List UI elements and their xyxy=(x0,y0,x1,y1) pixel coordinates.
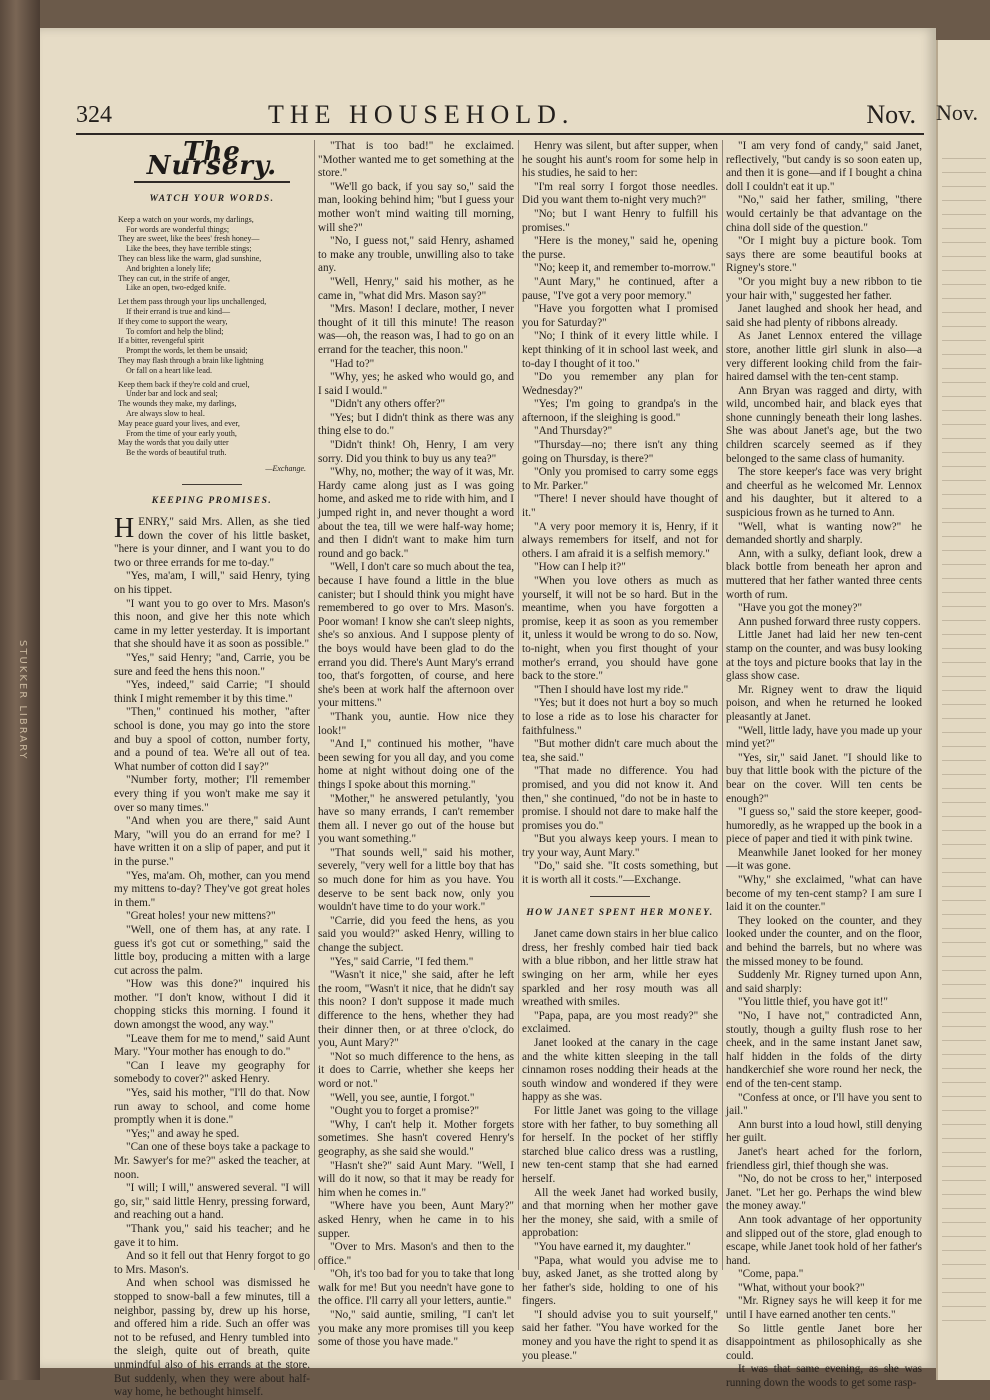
binding-label: STUKKER LIBRARY xyxy=(17,640,28,761)
story-paragraph: "Well, you see, auntie, I forgot." xyxy=(330,1091,475,1104)
story-paragraph: Ann took advantage of her opportunity and slipped out of the store, glad enough to escape, while Janet took hold of her father's hand. xyxy=(726,1213,922,1267)
poem-line: They are sweet, like the bees' fresh honey— xyxy=(118,234,260,244)
story-paragraph: "Aunt Mary," he continued, after a pause, "I've got a very poor memory." xyxy=(522,275,718,302)
story-paragraph: "I will; I will," answered several. "I will go, sir," said little Henry, pressing forward, and reaching out a hand. xyxy=(114,1182,310,1222)
story-paragraph: Little Janet had laid her new ten-cent stamp on the counter, and was busy looking at the toys and picture books that lay in the glass show case. xyxy=(726,629,922,683)
poem-line: If their errand is true and kind— xyxy=(126,306,230,316)
story-paragraph: "Yes; I'm going to grandpa's in the afternoon, if the sleighing is good." xyxy=(522,398,718,424)
story-paragraph: "That sounds well," said his mother, severely, "very well for a little boy that has so much done for him as you have. You deserve to be sent back now, only you wouldn't have time to do your work." xyxy=(318,846,514,914)
story-paragraph: "Have you got the money?" xyxy=(738,602,863,615)
story-paragraph: Henry was silent, but after supper, when he sought his aunt's room for some help in his studies, he said to her: xyxy=(522,140,718,180)
story-paragraph: "Didn't think! Oh, Henry, I am very sorry. Did you think to buy us any tea?" xyxy=(318,439,514,465)
column-3 xyxy=(522,140,718,1362)
column-2 xyxy=(318,140,514,1349)
story-paragraph: "Do you remember any plan for Wednesday?" xyxy=(522,371,718,397)
poem-line: They may flash through a brain like lightning xyxy=(118,355,264,365)
story-paragraph: "I want you to go over to Mrs. Mason's this noon, and give her this note which came in my letter yesterday. It is important that she should have it as soon as possible." xyxy=(114,597,310,651)
story-paragraph: "Papa, what would you advise me to buy, asked Janet, as she trotted along by her father's side, holding to one of his fingers. xyxy=(522,1254,718,1308)
story-paragraph: "What, without your book?" xyxy=(738,1281,865,1294)
story-paragraph: "Yes, ma'am. Oh, mother, can you mend my mittens to-day? They've got great holes in them." xyxy=(114,869,310,909)
poem-stanza xyxy=(118,215,306,293)
poem-line: The wounds they make, my darlings, xyxy=(118,399,237,409)
department-title: The Nursery. xyxy=(146,137,278,181)
story-paragraph: "Have you forgotten what I promised you for Saturday?" xyxy=(522,303,718,329)
story-paragraph: "Had to?" xyxy=(330,357,375,370)
story-paragraph: "Number forty, mother; I'll remember every thing if you won't make me say it over so many times." xyxy=(114,774,310,814)
story-paragraph: "Yes, said his mother, "I'll do that. Now run away to school, and come home promptly when it is done." xyxy=(114,1087,310,1127)
story-title: HOW JANET SPENT HER MONEY. xyxy=(526,907,714,918)
story-paragraph: "Papa, papa, are you most ready?" she exclaimed. xyxy=(522,1009,718,1036)
story-paragraph: "Why, yes; he asked who would go, and I said I would." xyxy=(318,371,514,397)
story-paragraph: And so it fell out that Henry forgot to go to Mrs. Mason's. xyxy=(114,1250,310,1276)
story-paragraph: "No; I think of it every little while. I kept thinking of it in school last week, and to-day I thought of it too." xyxy=(522,330,718,370)
story-paragraph: "Or I might buy a picture book. Tom says there are some beautiful books at Rigney's store." xyxy=(726,235,922,275)
story-paragraph: Janet laughed and shook her head, and said she had plenty of ribbons already. xyxy=(726,303,922,329)
story-paragraph: "And Thursday?" xyxy=(534,425,613,438)
story-paragraph: "Thank you," said his teacher; and he gave it to him. xyxy=(114,1222,310,1249)
story-paragraph: "Yes;" and away he sped. xyxy=(126,1127,240,1140)
book-binding xyxy=(0,0,40,1380)
poem-body xyxy=(118,215,306,458)
poem-line: Prompt the words, let them be unsaid; xyxy=(126,346,248,356)
poem-line: If they come to support the weary, xyxy=(118,316,228,326)
story-paragraph: "We'll go back, if you say so," said the man, looking behind him; "but I guess your mother won't mind waiting till morning, will she?" xyxy=(318,180,514,234)
section-divider xyxy=(590,896,650,897)
story-paragraph: "How can I help it?" xyxy=(534,561,626,574)
story-paragraph: Meanwhile Janet looked for her money—it was gone. xyxy=(726,846,922,873)
story-paragraph: Janet came down stairs in her blue calico dress, her freshly combed hair tied back with a blue ribbon, and her little straw hat swinging on her arm, while her eyes sparkled and her rosy mouth was all wreathed with smiles. xyxy=(522,928,718,1009)
story-paragraph: "No, I guess not," said Henry, ashamed to make any trouble, unwilling also to take any. xyxy=(318,235,514,275)
poem-line: If a bitter, revengeful spirit xyxy=(118,336,205,346)
story-paragraph: The store keeper's face was very bright and cheerful as he welcomed Mr. Lennox and his daughter, but it altered to a suspicious frown as he turned to Ann. xyxy=(726,466,922,520)
story-paragraph: For little Janet was going to the village store with her father, to buy something all for herself. In the pocket of her stiffly starched blue calico dress was a rustling, new ten-cent stamp that she had earned herself. xyxy=(522,1104,718,1185)
story-paragraph: "Well, one of them has, at any rate. I guess it's got cut or something," said the little boy, producing a mitten with a large cut across the palm. xyxy=(114,923,310,977)
page-month: Nov. xyxy=(866,100,916,129)
column-4 xyxy=(726,140,922,1390)
story-paragraph: "Didn't any others offer?" xyxy=(330,398,446,411)
story-paragraph: "No, do not be cross to her," interposed Janet. "Let her go. Perhaps the wind blew the money away." xyxy=(726,1173,922,1213)
story-paragraph: "Carrie, did you feed the hens, as you said you would?" asked Henry, willing to change the subject. xyxy=(318,914,514,955)
poem-line: They can bless like the warm, glad sunshine, xyxy=(118,253,262,263)
story-paragraph: "Confess at once, or I'll have you sent to jail." xyxy=(726,1091,922,1118)
story-paragraph: "Why, I can't help it. Mother forgets sometimes. She hasn't covered Henry's geography, as she said she would." xyxy=(318,1118,514,1158)
story-paragraph: "Well, Henry," said his mother, as he came in, "what did Mrs. Mason say?" xyxy=(318,275,514,302)
poem-title: WATCH YOUR WORDS. xyxy=(149,194,275,205)
story-paragraph: Ann Bryan was ragged and dirty, with wild, uncombed hair, and black eyes that shone cunningly beneath their long lashes. She was about Janet's age, but the two children scarcely seemed as if they belonged to the same class of humanity. xyxy=(726,384,922,465)
story-paragraph xyxy=(114,513,310,570)
paragraph-text: ENRY," said Mrs. Allen, as she tied down the cover of his little basket, "here is your dinner, and I want you to do two or three errands for me to-day." xyxy=(114,516,310,569)
story-paragraph: So little gentle Janet bore her disappointment as philosophically as she could. xyxy=(726,1322,922,1362)
story-paragraph: "Well, little lady, have you made up your mind yet?" xyxy=(726,724,922,751)
story-paragraph: "That is too bad!" he exclaimed. "Mother wanted me to get something at the store." xyxy=(318,140,514,180)
story-paragraph: "Yes; but I didn't think as there was any thing else to do." xyxy=(318,411,514,438)
story-paragraph: "You have earned it, my daughter." xyxy=(534,1240,691,1253)
drop-cap: H xyxy=(114,513,135,545)
story-paragraph: "Wasn't it nice," she said, after he left the room, "Wasn't it nice, that he didn't say this noon? I don't suppose it made much difference to the hens, whether they had their dinner then, or at three o'clock, do you, Aunt Mary?" xyxy=(318,969,514,1050)
poem-line: Let them pass through your lips unchallenged, xyxy=(118,297,267,307)
adjacent-page-edge xyxy=(936,40,990,1380)
story-paragraph: "Come, papa." xyxy=(738,1268,804,1281)
story-paragraph: Suddenly Mr. Rigney turned upon Ann, and said sharply: xyxy=(726,969,922,995)
story-paragraph: "Then I should have lost my ride." xyxy=(534,683,689,696)
poem-line: Or fall on a heart like lead. xyxy=(126,365,212,375)
story-paragraph: "How was this done?" inquired his mother. "I don't know, without I did it chopping sticks this morning. I found it down amongst the wood, any way." xyxy=(114,978,310,1032)
story-body xyxy=(114,513,310,1400)
story-paragraph: Mr. Rigney went to draw the liquid poison, and when he returned he looked pleasantly at Janet. xyxy=(726,683,922,723)
story-paragraph: "Why," she exclaimed, "what can have become of my ten-cent stamp? I am sure I laid it on the counter." xyxy=(726,874,922,914)
story-paragraph: As Janet Lennox entered the village store, another little girl slunk in also—a very different looking child from the fair-haired damsel with the ten-cent stamp. xyxy=(726,330,922,384)
story-paragraph: Ann, with a sulky, defiant look, drew a black bottle from beneath her apron and muttered that her father wanted three cents worth of rum. xyxy=(726,547,922,601)
story-paragraph: "No, I have not," contradicted Ann, stoutly, though a guilty flush rose to her cheek, and in the same instant Janet saw, half hidden in the folds of the dirty handkerchief she wore round her neck, the end of the ten-cent stamp. xyxy=(726,1010,922,1090)
story-paragraph: "Yes; but it does not hurt a boy so much to lose a ride as to lose his character for faithfulness." xyxy=(522,697,718,737)
story-paragraph: "Yes," said Henry; "and, Carrie, you be sure and feed the hens this noon." xyxy=(114,652,310,678)
story-body xyxy=(522,928,718,1363)
poem-line: Like an open, two-edged knife. xyxy=(126,283,226,293)
story-paragraph: "Yes," said Carrie, "I fed them." xyxy=(330,955,474,968)
story-paragraph: "No; keep it, and remember to-morrow." xyxy=(534,262,716,275)
column-divider xyxy=(314,140,315,1270)
page-number: 324 xyxy=(76,102,112,128)
story-paragraph: "I'm real sorry I forgot those needles. Did you want them to-night very much?" xyxy=(522,180,718,207)
story-paragraph: "No," said auntie, smiling, "I can't let you make any more promises till you keep some of those you have made." xyxy=(318,1309,514,1349)
poem-line: Under bar and lock and seal; xyxy=(126,389,218,399)
story-paragraph: "Hasn't she?" said Aunt Mary. "Well, I will do it now, so that it may be ready for him when he comes in." xyxy=(318,1159,514,1199)
poem-stanza xyxy=(118,380,306,458)
story-paragraph: Ann burst into a loud howl, still denying her guilt. xyxy=(726,1118,922,1145)
story-paragraph: "I guess so," said the store keeper, good-humoredly, as he wrapped up the book in a piece of paper and tied it with pink twine. xyxy=(726,806,922,846)
story-paragraph: "Over to Mrs. Mason's and then to the office." xyxy=(318,1241,514,1267)
poem-line: From the time of your early youth, xyxy=(126,428,237,438)
story-paragraph: "Yes, ma'am, I will," said Henry, tying on his tippet. xyxy=(114,570,310,597)
poem-stanza xyxy=(118,297,306,375)
story-paragraph: "Well, I don't care so much about the tea, because I have found a little in the blue canister; but I should think you might have remembered to go over to Mrs. Mason's. Poor woman! I know she can't sleep nights, she's so anxious. And I suppose plenty of the boys would have been glad to do the errand you did. There's Aunt Mary's errand too, that's forgotten, of course, and here she's been at work half the afternoon over your mittens." xyxy=(318,561,514,710)
story-paragraph: "Not so much difference to the hens, as it does to Carrie, whether she keeps her word or not." xyxy=(318,1050,514,1090)
story-paragraph: "But you always keep yours. I mean to try your way, Aunt Mary." xyxy=(522,833,718,859)
story-paragraph: "There! I never should have thought of it." xyxy=(522,493,718,520)
title-divider xyxy=(134,181,290,183)
story-paragraph: "Great holes! your new mittens?" xyxy=(126,910,276,923)
story-body xyxy=(318,140,514,1350)
page-header xyxy=(76,76,924,136)
story-paragraph: "Why, no, mother; the way of it was, Mr. Hardy came along just as I was going home, and asked me to ride with him, and I jumped right in, and never thought a word about the tea, till we were half-way home; and then I didn't want to make him turn round and go back." xyxy=(318,466,514,560)
story-paragraph: "Mr. Rigney says he will keep it for me until I have earned another ten cents." xyxy=(726,1295,922,1322)
story-paragraph: "Thursday—no; there isn't any thing going on Thursday, is there?" xyxy=(522,439,718,465)
poem-line: Keep a watch on your words, my darlings, xyxy=(118,214,254,224)
story-paragraph: "That made no difference. You had promised, and you did not know it. And then," she continued, "do not be in haste to promise. I should not dare to make half the promises you do." xyxy=(522,765,718,832)
story-body xyxy=(522,140,718,888)
story-paragraph: "I am very fond of candy," said Janet, reflectively, "but candy is so soon eaten up, and then it is gone—and if I bought a china doll I couldn't eat it up." xyxy=(726,140,922,193)
story-paragraph: All the week Janet had worked busily, and that morning when her mother gave her the money, she said, with a smile of approbation: xyxy=(522,1186,718,1240)
story-paragraph: "When you love others as much as yourself, it will not be so hard. But in the meantime, when you have forgotten a promise, keep it as soon as you remember it, unless it would be wrong to do so. Now, to-night, when you first thought of your mother's errand, you should have gone back to the store." xyxy=(522,575,718,683)
story-paragraph: "Then," continued his mother, "after school is done, you may go into the store and buy a spool of cotton, number forty, and a pound of tea. We're all out of tea. What number of cotton did I say?" xyxy=(114,706,310,773)
poem-line: Like the bees, they have terrible stings; xyxy=(126,244,252,254)
story-paragraph: "Leave them for me to mend," said Aunt Mary. "Your mother has enough to do." xyxy=(114,1032,310,1059)
story-paragraph: "And when you are there," said Aunt Mary, "will you do an errand for me? I have written it on a slip of paper, and put it in the purse." xyxy=(114,815,310,868)
story-title: KEEPING PROMISES. xyxy=(151,495,273,506)
story-paragraph: They looked on the counter, and they looked under the counter, and on the floor, and behind the barrels, but no where was the missed money to be found. xyxy=(726,914,922,968)
story-paragraph: "And I," continued his mother, "have been sewing for you all day, and you come home at night without doing one of the things I spoke about this morning." xyxy=(318,738,514,791)
poem-attribution: —Exchange. xyxy=(265,463,306,473)
poem-line: Keep them back if they're cold and cruel, xyxy=(118,379,250,389)
poem-line: For words are wonderful things; xyxy=(126,224,230,234)
story-paragraph: Ann pushed forward three rusty coppers. xyxy=(738,615,921,628)
story-paragraph: "Do," said she. "It costs something, but it is worth all it costs."—Exchange. xyxy=(522,860,718,887)
story-paragraph: "Or you might buy a new ribbon to tie your hair with," suggested her father. xyxy=(726,275,922,302)
story-paragraph: "Yes, sir," said Janet. "I should like to buy that little book with the picture of the bear on the cover. Will ten cents be enough?" xyxy=(726,751,922,805)
adjacent-page-month: Nov. xyxy=(936,100,978,125)
poem-line: They can cut, in the strife of anger, xyxy=(118,273,230,283)
story-paragraph: "Here is the money," said he, opening the purse. xyxy=(522,235,718,261)
story-paragraph: "You little thief, you have got it!" xyxy=(738,996,889,1009)
poem-line: And brighten a lonely life; xyxy=(126,263,211,273)
story-paragraph: And when school was dismissed he stopped to snow-ball a few minutes, till a neighbor, passing by, drew up his horse, and offered him a ride. Such an offer was not to be refused, and Henry tumbled into the sleigh, quite out of breath, quite unmindful also of his errands at the store. But suddenly, when they were about half-way home, he bethought himself. xyxy=(114,1277,310,1399)
header-divider xyxy=(76,133,924,135)
poem-line: To comfort and help the blind; xyxy=(126,326,224,336)
story-paragraph: It was that same evening, as she was running down the woods to get some rasp- xyxy=(726,1363,922,1390)
column-divider xyxy=(722,140,723,1270)
story-paragraph: "Only you promised to carry some eggs to Mr. Parker." xyxy=(522,466,718,492)
page-title: THE HOUSEHOLD. xyxy=(268,100,575,129)
poem-line: Are always slow to heal. xyxy=(126,408,205,418)
story-paragraph: "No," said her father, smiling, "there would certainly be that advantage on the china doll side of the question." xyxy=(726,194,922,234)
story-paragraph: Janet's heart ached for the forlorn, friendless girl, thief though she was. xyxy=(726,1145,922,1172)
story-paragraph: "Mother," he answered petulantly, 'you have so many errands, I can't remember them all. I never go out of the house but you want something." xyxy=(318,792,514,846)
story-paragraph: "I should advise you to suit yourself," said her father. "You have worked for the money and you have the right to spend it as you please." xyxy=(522,1308,718,1362)
story-paragraph: "Where have you been, Aunt Mary?" asked Henry, when he came in to his supper. xyxy=(318,1200,514,1240)
story-paragraph: "Can one of these boys take a package to Mr. Sawyer's for me?" asked the teacher, at noon. xyxy=(114,1141,310,1181)
poem-line: Be the words of beautiful truth. xyxy=(126,448,227,458)
story-paragraph: "Oh, it's too bad for you to take that long walk for me! But you needn't have gone to the office. I'll carry all your letters, auntie." xyxy=(318,1268,514,1308)
story-paragraph: "Well, what is wanting now?" he demanded shortly and sharply. xyxy=(726,520,922,547)
story-paragraph: "No; but I want Henry to fulfill his promises." xyxy=(522,207,718,234)
story-paragraph: "But mother didn't care much about the tea, she said." xyxy=(522,738,718,764)
story-paragraph: "Can I leave my geography for somebody to cover?" asked Henry. xyxy=(114,1059,310,1086)
story-paragraph: "Thank you, auntie. How nice they look!" xyxy=(318,710,514,737)
story-body xyxy=(726,140,922,1391)
column-1 xyxy=(114,137,310,1399)
story-paragraph: "Mrs. Mason! I declare, mother, I never thought of it till this minute! The reason was—oh, the reason was, I had to go on an errand for the teacher, this noon." xyxy=(318,303,514,356)
section-divider xyxy=(182,484,242,485)
poem-line: May peace guard your lives, and ever, xyxy=(118,418,240,428)
column-divider xyxy=(518,140,519,1270)
poem-line: May the words that you daily utter xyxy=(118,438,229,448)
story-paragraph: "Ought you to forget a promise?" xyxy=(330,1105,480,1118)
story-paragraph: "Yes, indeed," said Carrie; "I should think I might remember it by this time." xyxy=(114,679,310,705)
story-paragraph: "A very poor memory it is, Henry, if it always remembers for itself, and not for others. I am afraid it is a selfish memory." xyxy=(522,520,718,560)
adjacent-page-text xyxy=(942,150,986,1330)
story-paragraph: Janet looked at the canary in the cage and the white kitten sleeping in the tall cinnamon roses nodding their heads at the south window and wondered if they were happy as she was. xyxy=(522,1037,718,1104)
